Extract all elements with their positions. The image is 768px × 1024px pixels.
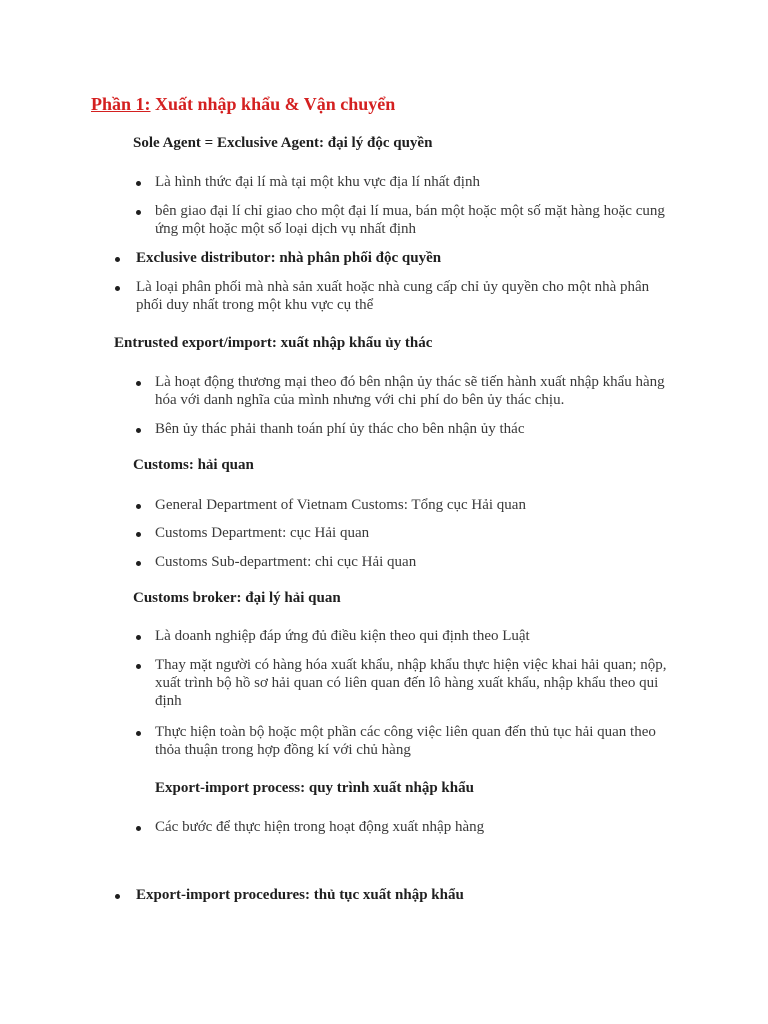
bullet-icon (136, 532, 141, 537)
list-item: Thực hiện toàn bộ hoặc một phần các công việc liên quan đến thủ tục hải quan theo thỏa thuận trong hợp đồng kí với chủ hàng (155, 724, 656, 758)
bullet-icon (136, 664, 141, 669)
term-exclusive-distributor: Exclusive distributor: nhà phân phối độc quyền (136, 250, 442, 266)
list-item: General Department of Vietnam Customs: Tổng cục Hải quan (155, 497, 526, 513)
list-item: Là loại phân phối mà nhà sản xuất hoặc nhà cung cấp chỉ ủy quyền cho một nhà phân phối duy nhất trong một khu vực cụ thể (136, 279, 650, 313)
bullet-icon (136, 504, 141, 509)
list-item: Là doanh nghiệp đáp ứng đủ điều kiện theo qui định theo Luật (155, 628, 530, 644)
list-item: Các bước để thực hiện trong hoạt động xuất nhập hàng (155, 819, 485, 835)
bullet-icon (115, 286, 120, 291)
term-customs-broker: Customs broker: đại lý hải quan (133, 590, 341, 606)
bullet-icon (136, 635, 141, 640)
list-item: Customs Sub-department: chi cục Hải quan (155, 554, 417, 570)
heading-label: Phần 1: (91, 94, 151, 114)
term-customs: Customs: hải quan (133, 457, 254, 473)
bullet-icon (115, 257, 120, 262)
bullet-icon (136, 731, 141, 736)
term-procedures: Export-import procedures: thủ tục xuất nhập khẩu (136, 887, 464, 903)
term-process: Export-import process: quy trình xuất nhập khẩu (155, 780, 474, 796)
bullet-icon (136, 561, 141, 566)
bullet-icon (136, 181, 141, 186)
term-sole-agent: Sole Agent = Exclusive Agent: đại lý độc quyền (133, 135, 433, 151)
bullet-icon (136, 826, 141, 831)
bullet-icon (115, 894, 120, 899)
section-heading (91, 94, 395, 115)
bullet-icon (136, 210, 141, 215)
term-entrusted: Entrusted export/import: xuất nhập khẩu ủy thác (114, 335, 433, 351)
list-item: Customs Department: cục Hải quan (155, 525, 370, 541)
list-item: Là hình thức đại lí mà tại một khu vực địa lí nhất định (155, 174, 480, 190)
bullet-icon (136, 381, 141, 386)
bullet-icon (136, 428, 141, 433)
list-item: Là hoạt động thương mại theo đó bên nhận ủy thác sẽ tiến hành xuất nhập khẩu hàng hóa với danh nghĩa của mình nhưng với chi phí do bên ủy thác chịu. (155, 374, 665, 408)
list-item: Bên ủy thác phải thanh toán phí ủy thác cho bên nhận ủy thác (155, 421, 525, 437)
list-item: bên giao đại lí chỉ giao cho một đại lí mua, bán một hoặc một số mặt hàng hoặc cung ứng một hoặc một số loại dịch vụ nhất định (155, 203, 665, 237)
heading-title: Xuất nhập khẩu & Vận chuyển (155, 94, 396, 114)
list-item: Thay mặt người có hàng hóa xuất khẩu, nhập khẩu thực hiện việc khai hải quan; nộp, xuất trình bộ hồ sơ hải quan có liên quan đến lô hàng xuất khẩu, nhập khẩu theo qui định (155, 657, 667, 709)
